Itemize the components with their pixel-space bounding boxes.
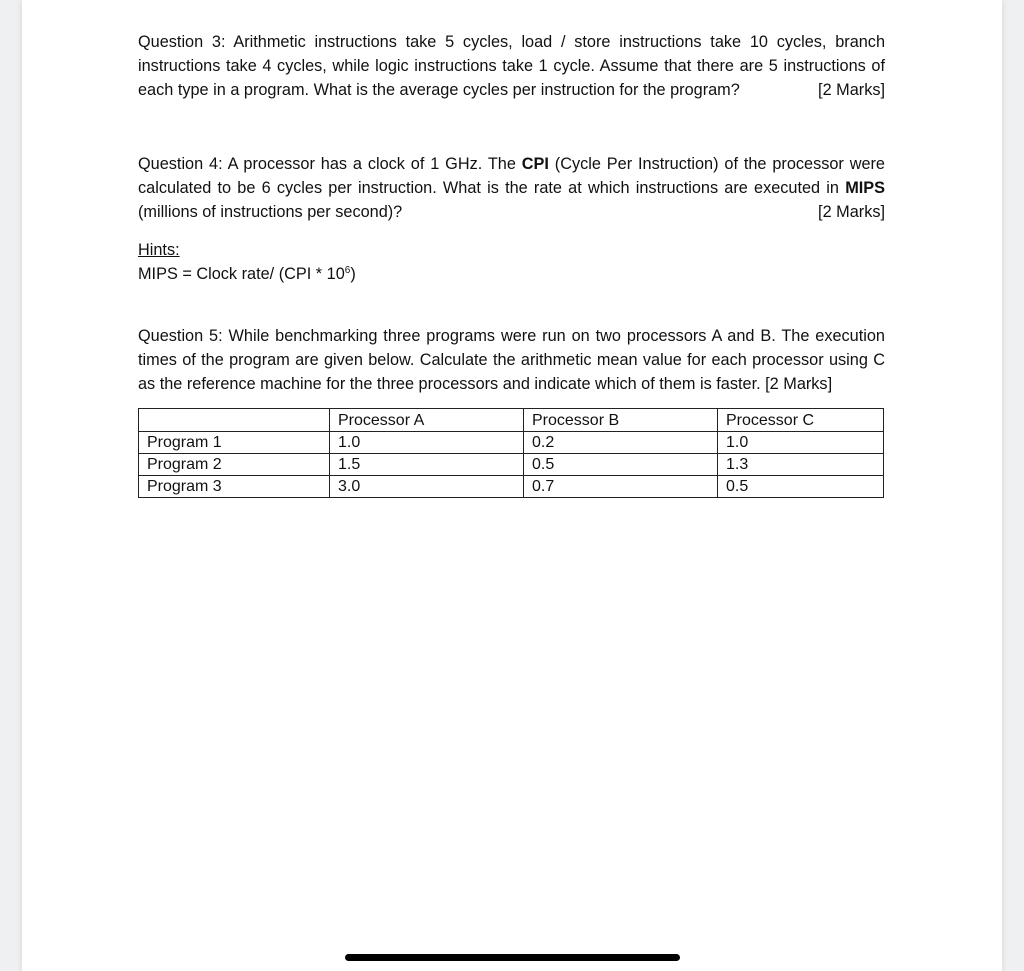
question-4-marks: [2 Marks]: [818, 203, 885, 221]
question-5-text: Question 5: While benchmarking three programs were run on two processors A and B. The execution times of the program are given below. Calculate the arithmetic mean value for each processor using C as the reference machine for the three processors and indicate which of them is faster. [2 Marks]: [138, 327, 885, 393]
table-cell: Program 1: [139, 432, 330, 454]
document-page: [22, 0, 1002, 971]
table-cell: 1.5: [330, 454, 524, 476]
table-cell: 1.0: [330, 432, 524, 454]
header-cell: Processor B: [524, 409, 718, 432]
header-cell: [139, 409, 330, 432]
question-3-text: [138, 30, 885, 102]
header-cell: Processor C: [718, 409, 884, 432]
document-content: [138, 30, 885, 498]
cpi-term: CPI: [521, 155, 549, 173]
home-indicator-bar[interactable]: [345, 954, 680, 961]
question-4: [138, 152, 885, 224]
question-3: [138, 30, 885, 102]
table-cell: 3.0: [330, 476, 524, 498]
table-cell: 0.5: [524, 454, 718, 476]
table-cell: 0.2: [524, 432, 718, 454]
header-cell: Processor A: [330, 409, 524, 432]
hints-formula: [138, 262, 885, 286]
question-5: [138, 324, 885, 396]
table-cell: 0.5: [718, 476, 884, 498]
table-row: [139, 432, 884, 454]
table-cell: Program 2: [139, 454, 330, 476]
hints-block: [138, 238, 885, 286]
formula-exponent: 6: [344, 265, 351, 276]
formula-close: ): [350, 265, 356, 283]
table-row: [139, 454, 884, 476]
table-cell: 1.3: [718, 454, 884, 476]
hints-label: Hints:: [138, 241, 180, 259]
question-4-text: [138, 152, 885, 224]
formula-main: MIPS = Clock rate/ (CPI * 10: [138, 265, 345, 283]
question-3-marks: [2 Marks]: [818, 81, 885, 99]
question-4-body-b: (Cycle Per Instruction) of the processor were calculated to be 6 cycles per instruction. What is the rate at which instructions are executed in: [138, 155, 885, 197]
table-cell: 1.0: [718, 432, 884, 454]
table-row: [139, 476, 884, 498]
question-4-body-c: (millions of instructions per second)?: [138, 203, 403, 221]
table-header-row: [139, 409, 884, 432]
table-cell: 0.7: [524, 476, 718, 498]
mips-term: MIPS: [845, 179, 885, 197]
question-3-body: Question 3: Arithmetic instructions take 5 cycles, load / store instructions take 10 cycles, branch instructions take 4 cycles, while logic instructions take 1 cycle. Assume that there are 5 instructions of each type in a program. What is the average cycles per instruction for the program?: [138, 33, 885, 99]
execution-times-table: [138, 408, 884, 498]
table-cell: Program 3: [139, 476, 330, 498]
question-4-body-a: Question 4: A processor has a clock of 1 GHz. The: [138, 155, 522, 173]
